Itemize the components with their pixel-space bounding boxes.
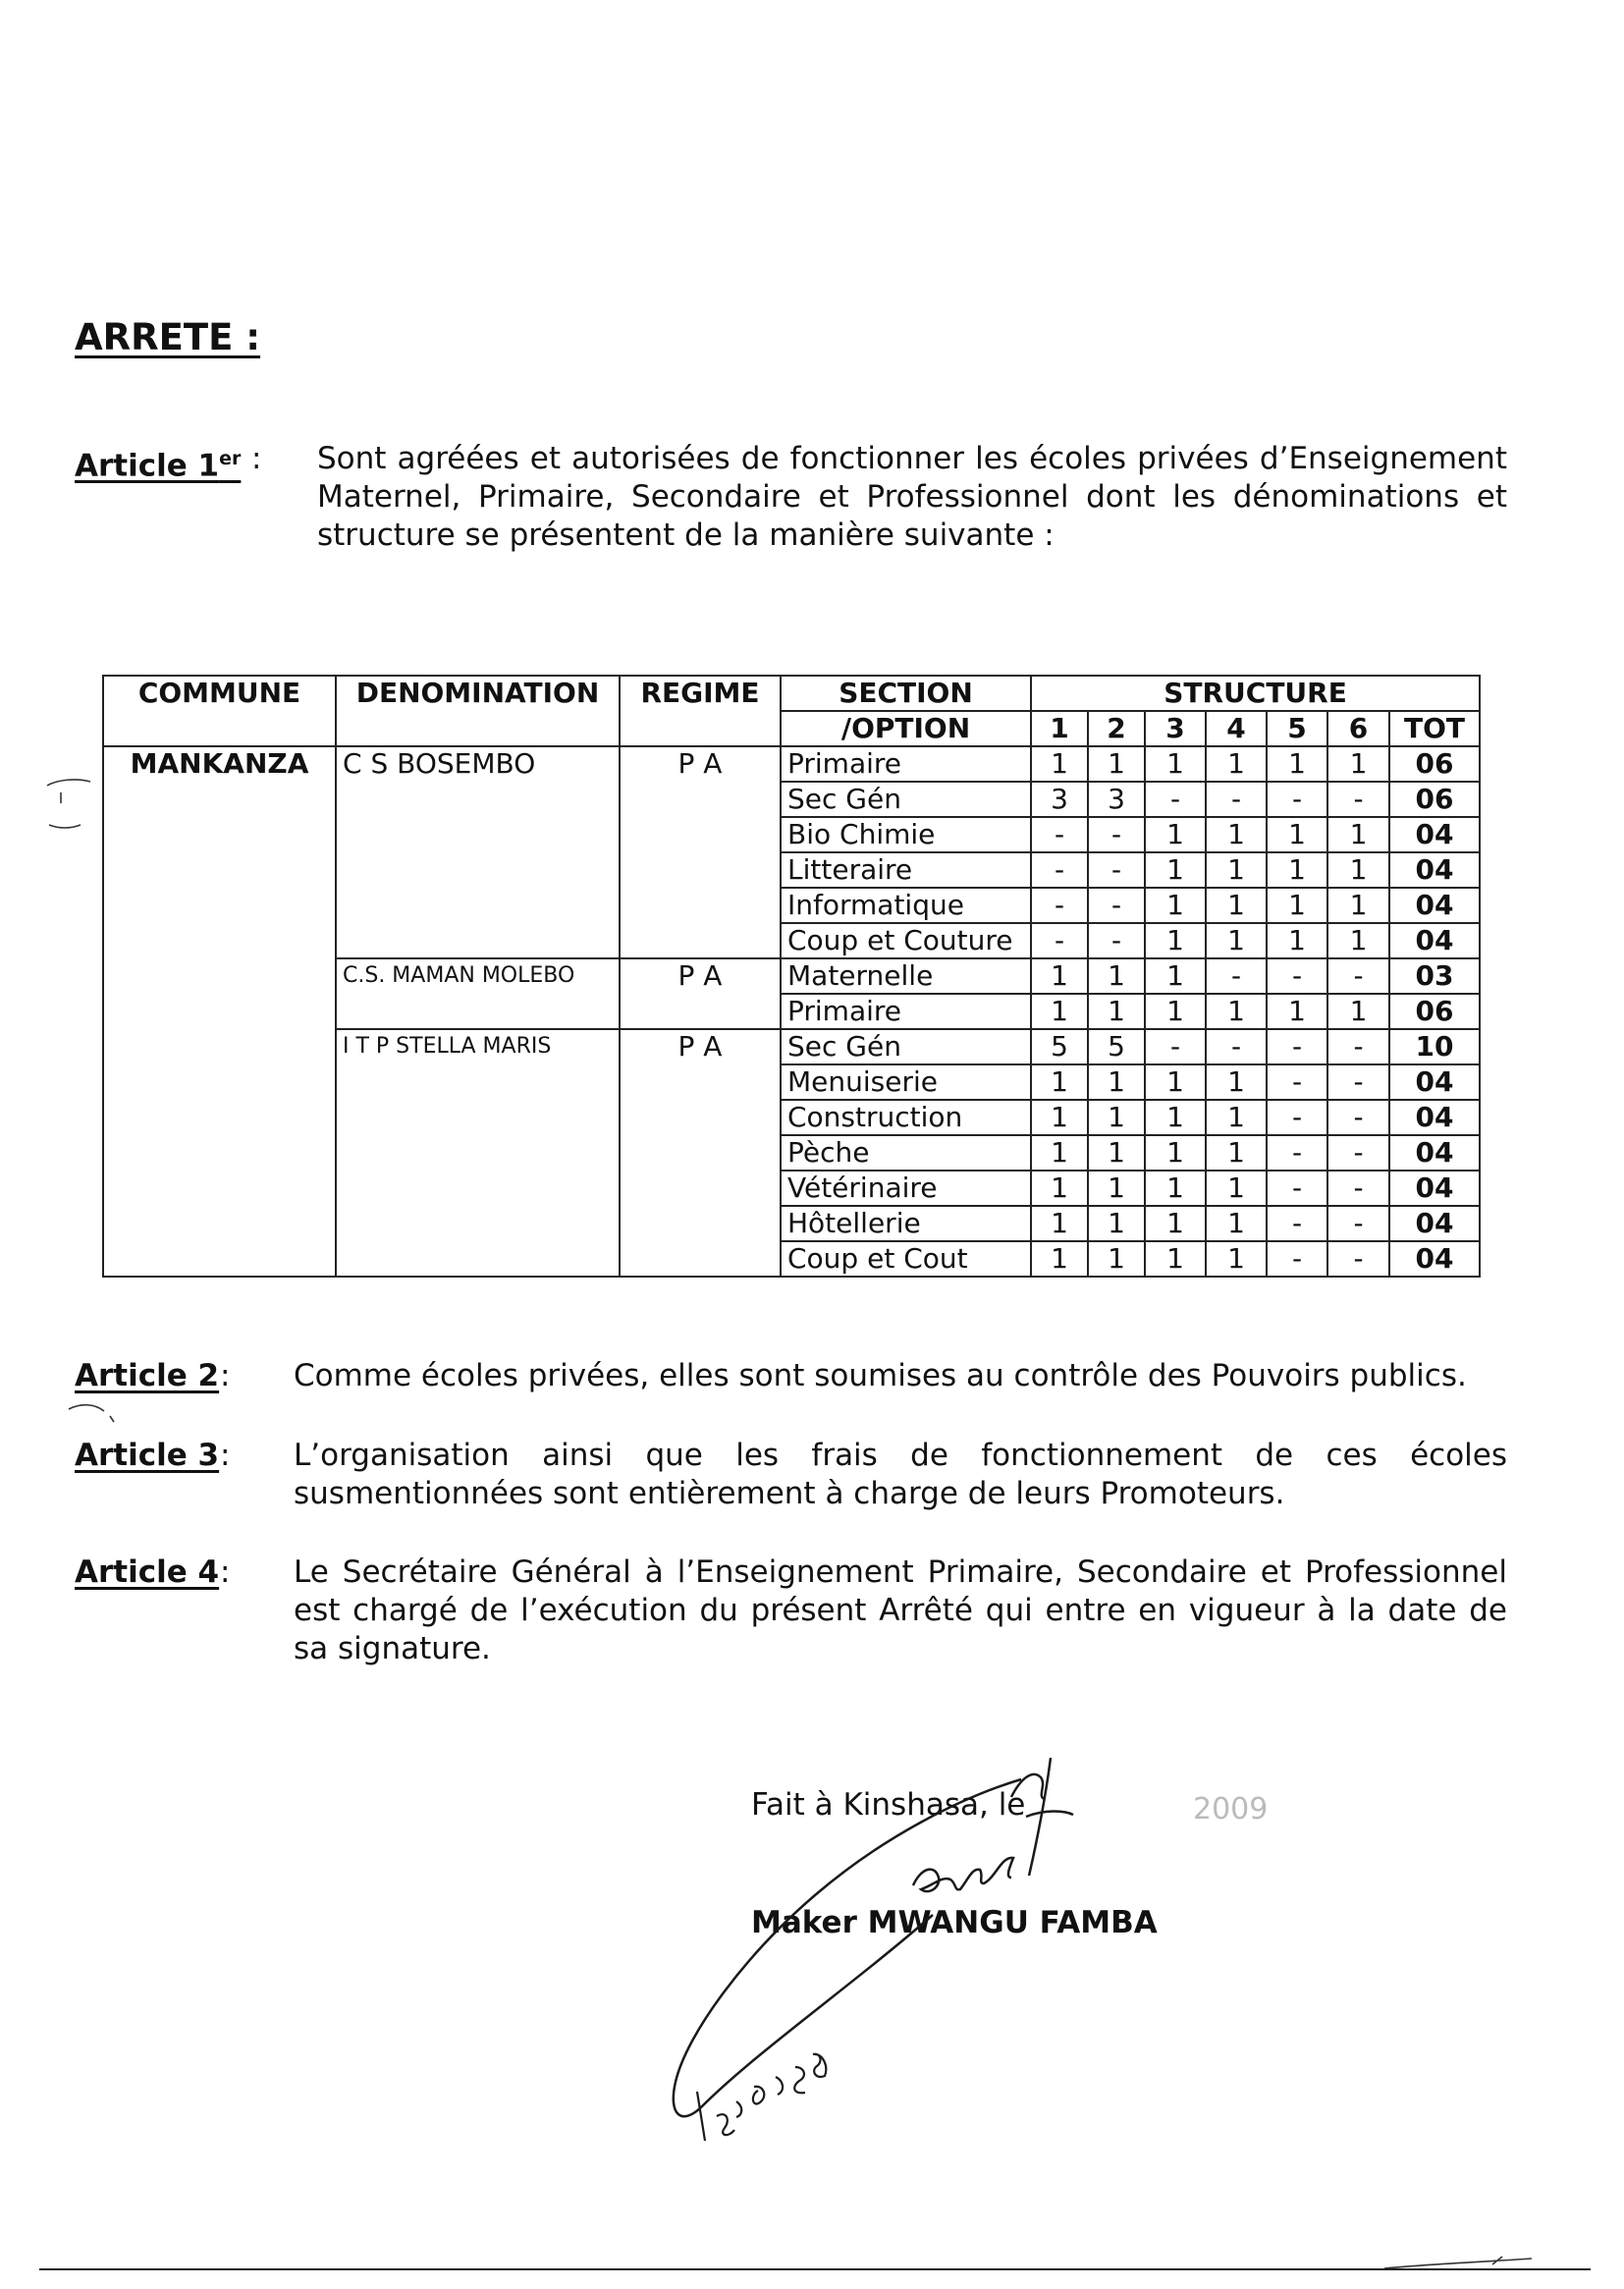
section-cell: Sec Gén xyxy=(781,1029,1031,1064)
article-1-label-sup: er xyxy=(219,448,242,469)
structure-cell: - xyxy=(1031,852,1088,888)
school-name-cell: I T P STELLA MARIS xyxy=(336,1029,620,1277)
school-regime-cell: P A xyxy=(620,958,781,1029)
header-col-1: 1 xyxy=(1031,711,1088,746)
structure-cell: 1 xyxy=(1145,746,1206,782)
structure-cell: - xyxy=(1267,1241,1327,1277)
structure-cell: - xyxy=(1327,1029,1389,1064)
header-structure: STRUCTURE xyxy=(1031,676,1480,711)
structure-cell: - xyxy=(1206,782,1267,817)
structure-cell: 1 xyxy=(1088,746,1145,782)
structure-cell: - xyxy=(1267,958,1327,994)
structure-cell: 1 xyxy=(1206,1206,1267,1241)
signer-name: Maker MWANGU FAMBA xyxy=(751,1905,1158,1940)
structure-cell: 1 xyxy=(1206,1100,1267,1135)
structure-cell: 3 xyxy=(1088,782,1145,817)
structure-cell: 1 xyxy=(1031,958,1088,994)
section-cell: Hôtellerie xyxy=(781,1206,1031,1241)
structure-cell: 1 xyxy=(1327,888,1389,923)
total-cell: 06 xyxy=(1389,782,1480,817)
structure-cell: 1 xyxy=(1031,1206,1088,1241)
total-cell: 04 xyxy=(1389,1171,1480,1206)
total-cell: 04 xyxy=(1389,852,1480,888)
structure-cell: 1 xyxy=(1145,1135,1206,1171)
structure-cell: - xyxy=(1327,1064,1389,1100)
school-regime-cell: P A xyxy=(620,746,781,958)
header-option: /OPTION xyxy=(781,711,1031,746)
section-cell: Coup et Cout xyxy=(781,1241,1031,1277)
structure-cell: - xyxy=(1267,782,1327,817)
article-1-text: Sont agréées et autorisées de fonctionner les écoles privées d’Enseignement Maternel, Primaire, Secondaire et Professionnel dont les dénominations et structure se présentent de la manière suivante : xyxy=(317,441,1507,553)
structure-cell: 1 xyxy=(1145,1100,1206,1135)
structure-cell: 1 xyxy=(1088,1171,1145,1206)
header-col-6: 6 xyxy=(1327,711,1389,746)
arrete-heading: ARRETE : xyxy=(75,316,261,358)
total-cell: 06 xyxy=(1389,994,1480,1029)
header-commune: COMMUNE xyxy=(103,676,336,746)
structure-cell: 1 xyxy=(1206,1241,1267,1277)
structure-cell: 5 xyxy=(1088,1029,1145,1064)
article-1-label-text: Article 1 xyxy=(75,448,220,484)
structure-cell: 1 xyxy=(1088,994,1145,1029)
structure-cell: - xyxy=(1267,1029,1327,1064)
structure-cell: 1 xyxy=(1145,852,1206,888)
structure-cell: 1 xyxy=(1206,1064,1267,1100)
section-cell: Informatique xyxy=(781,888,1031,923)
commune-cell: MANKANZA xyxy=(103,746,336,1277)
structure-cell: 1 xyxy=(1088,1100,1145,1135)
school-name-cell: C S BOSEMBO xyxy=(336,746,620,958)
total-cell: 04 xyxy=(1389,1064,1480,1100)
structure-cell: - xyxy=(1145,1029,1206,1064)
structure-cell: 1 xyxy=(1031,1064,1088,1100)
margin-mark-icon xyxy=(47,780,90,828)
structure-cell: 1 xyxy=(1145,958,1206,994)
structure-cell: - xyxy=(1267,1171,1327,1206)
structure-cell: 1 xyxy=(1145,1206,1206,1241)
structure-cell: - xyxy=(1088,923,1145,958)
structure-cell: - xyxy=(1267,1064,1327,1100)
structure-cell: 1 xyxy=(1031,746,1088,782)
structure-cell: 1 xyxy=(1267,994,1327,1029)
total-cell: 04 xyxy=(1389,1206,1480,1241)
header-denomination: DENOMINATION xyxy=(336,676,620,746)
structure-cell: - xyxy=(1327,958,1389,994)
school-regime-cell: P A xyxy=(620,1029,781,1277)
article-3-colon: : xyxy=(220,1438,231,1473)
section-cell: Menuiserie xyxy=(781,1064,1031,1100)
structure-cell: - xyxy=(1267,1135,1327,1171)
header-col-4: 4 xyxy=(1206,711,1267,746)
date-stamp: 2009 xyxy=(1193,1792,1269,1826)
header-col-tot: TOT xyxy=(1389,711,1480,746)
structure-cell: - xyxy=(1088,888,1145,923)
structure-cell: 1 xyxy=(1206,1171,1267,1206)
structure-cell: 1 xyxy=(1031,1100,1088,1135)
article-4-text: Le Secrétaire Général à l’Enseignement Primaire, Secondaire et Professionnel est chargé de l’exécution du présent Arrêté qui entre en vigueur à la date de sa signature. xyxy=(294,1554,1507,1666)
structure-cell: 1 xyxy=(1206,1135,1267,1171)
structure-cell: - xyxy=(1327,1135,1389,1171)
structure-cell: 1 xyxy=(1206,817,1267,852)
structure-cell: - xyxy=(1267,1206,1327,1241)
total-cell: 04 xyxy=(1389,817,1480,852)
structure-cell: - xyxy=(1206,958,1267,994)
structure-cell: - xyxy=(1088,852,1145,888)
structure-cell: - xyxy=(1327,782,1389,817)
structure-cell: 1 xyxy=(1145,994,1206,1029)
total-cell: 06 xyxy=(1389,746,1480,782)
structure-cell: 1 xyxy=(1145,1241,1206,1277)
structure-cell: 1 xyxy=(1206,746,1267,782)
margin-mark-icon xyxy=(69,1405,114,1422)
structure-cell: 1 xyxy=(1267,746,1327,782)
structure-cell: 1 xyxy=(1145,1064,1206,1100)
structure-cell: 1 xyxy=(1088,1206,1145,1241)
total-cell: 10 xyxy=(1389,1029,1480,1064)
section-cell: Vétérinaire xyxy=(781,1171,1031,1206)
header-regime: REGIME xyxy=(620,676,781,746)
structure-cell: 1 xyxy=(1327,994,1389,1029)
article-4-colon: : xyxy=(220,1554,231,1590)
total-cell: 04 xyxy=(1389,1241,1480,1277)
structure-cell: 1 xyxy=(1145,923,1206,958)
structure-cell: 1 xyxy=(1031,994,1088,1029)
structure-cell: - xyxy=(1031,817,1088,852)
structure-cell: - xyxy=(1145,782,1206,817)
total-cell: 03 xyxy=(1389,958,1480,994)
structure-cell: 1 xyxy=(1145,817,1206,852)
header-col-3: 3 xyxy=(1145,711,1206,746)
structure-cell: 1 xyxy=(1206,888,1267,923)
header-section: SECTION xyxy=(781,676,1031,711)
total-cell: 04 xyxy=(1389,923,1480,958)
structure-cell: 1 xyxy=(1267,852,1327,888)
structure-cell: 5 xyxy=(1031,1029,1088,1064)
structure-cell: 1 xyxy=(1327,746,1389,782)
total-cell: 04 xyxy=(1389,1135,1480,1171)
article-3-text: L’organisation ainsi que les frais de fonctionnement de ces écoles susmentionnées sont entièrement à charge de leurs Promoteurs. xyxy=(294,1438,1507,1511)
structure-cell: - xyxy=(1206,1029,1267,1064)
header-col-2: 2 xyxy=(1088,711,1145,746)
article-2-text: Comme écoles privées, elles sont soumises au contrôle des Pouvoirs publics. xyxy=(294,1358,1467,1393)
total-cell: 04 xyxy=(1389,888,1480,923)
article-2-label: Article 2 xyxy=(75,1358,220,1393)
structure-cell: 1 xyxy=(1267,888,1327,923)
structure-cell: 1 xyxy=(1031,1241,1088,1277)
structure-cell: 1 xyxy=(1327,817,1389,852)
article-1-colon: : xyxy=(251,441,262,476)
section-cell: Primaire xyxy=(781,746,1031,782)
footer-scribble-icon xyxy=(1384,2257,1532,2268)
structure-cell: 1 xyxy=(1088,1241,1145,1277)
place-date-line: Fait à Kinshasa, le xyxy=(751,1787,1026,1823)
structure-cell: 1 xyxy=(1088,958,1145,994)
structure-cell: 1 xyxy=(1145,1171,1206,1206)
section-cell: Pèche xyxy=(781,1135,1031,1171)
structure-cell: - xyxy=(1327,1100,1389,1135)
section-cell: Bio Chimie xyxy=(781,817,1031,852)
structure-cell: 1 xyxy=(1031,1171,1088,1206)
section-cell: Coup et Couture xyxy=(781,923,1031,958)
structure-cell: 1 xyxy=(1267,817,1327,852)
section-cell: Litteraire xyxy=(781,852,1031,888)
structure-cell: - xyxy=(1088,817,1145,852)
article-4-label: Article 4 xyxy=(75,1554,220,1590)
structure-cell: 1 xyxy=(1206,923,1267,958)
article-2-colon: : xyxy=(220,1358,231,1393)
structure-cell: 3 xyxy=(1031,782,1088,817)
structure-cell: 1 xyxy=(1206,852,1267,888)
structure-cell: 1 xyxy=(1145,888,1206,923)
structure-cell: 1 xyxy=(1327,923,1389,958)
section-cell: Construction xyxy=(781,1100,1031,1135)
section-cell: Maternelle xyxy=(781,958,1031,994)
article-3-label: Article 3 xyxy=(75,1438,220,1473)
structure-cell: 1 xyxy=(1327,852,1389,888)
structure-cell: - xyxy=(1327,1241,1389,1277)
structure-cell: 1 xyxy=(1088,1135,1145,1171)
structure-cell: - xyxy=(1327,1171,1389,1206)
section-cell: Primaire xyxy=(781,994,1031,1029)
header-col-5: 5 xyxy=(1267,711,1327,746)
structure-cell: 1 xyxy=(1031,1135,1088,1171)
structure-cell: 1 xyxy=(1267,923,1327,958)
section-cell: Sec Gén xyxy=(781,782,1031,817)
structure-cell: 1 xyxy=(1206,994,1267,1029)
structure-cell: 1 xyxy=(1088,1064,1145,1100)
school-name-cell: C.S. MAMAN MOLEBO xyxy=(336,958,620,1029)
total-cell: 04 xyxy=(1389,1100,1480,1135)
structure-cell: - xyxy=(1267,1100,1327,1135)
bottom-rule xyxy=(39,2268,1591,2270)
structure-cell: - xyxy=(1327,1206,1389,1241)
structure-cell: - xyxy=(1031,888,1088,923)
structure-cell: - xyxy=(1031,923,1088,958)
